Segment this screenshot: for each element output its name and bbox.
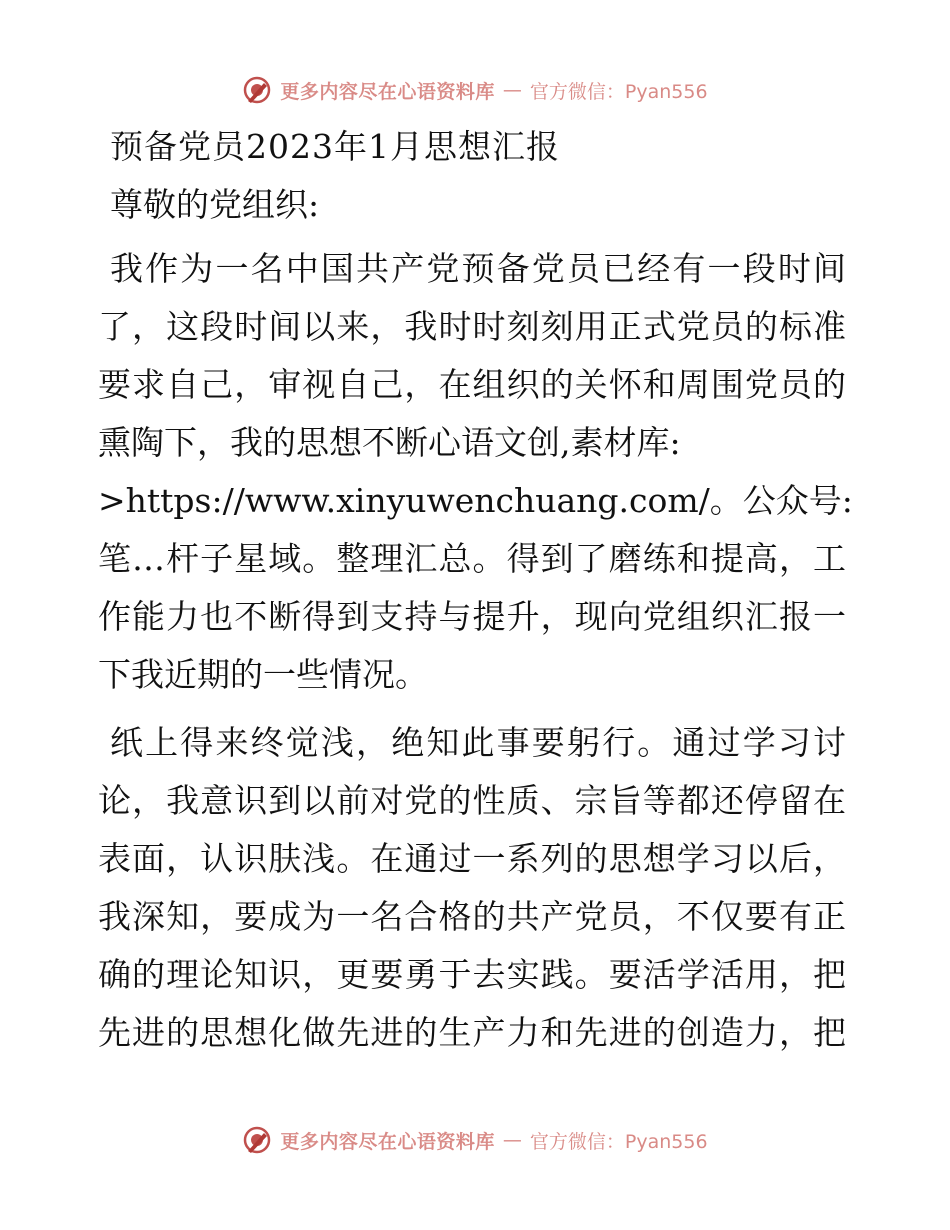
paragraph-line: 表面，认识肤浅。在通过一系列的思想学习以后， [98,839,846,878]
paragraph-line: 下我近期的一些情况。 [98,655,428,694]
paragraph-line: 确的理论知识，更要勇于去实践。要活学活用，把 [98,955,846,994]
pen-logo-icon [242,1125,272,1155]
paragraph-line: 了，这段时间以来，我时时刻刻用正式党员的标准 [98,307,846,346]
document-title: 预备党员2023年1月思想汇报 [110,127,560,166]
paragraph-line: 先进的思想化做先进的生产力和先进的创造力，把 [98,1013,846,1052]
paragraph-line: 纸上得来终觉浅，绝知此事要躬行。通过学习讨 [110,723,846,762]
banner-separator: — [502,1129,522,1151]
footer-banner [0,1120,950,1160]
banner-wechat: 官方微信：Pyan556 [529,1130,708,1153]
banner-text: 更多内容尽在心语资料库 [280,1130,495,1153]
greeting: 尊敬的党组织: [110,185,320,224]
document-body [98,122,858,1072]
paragraph-line: 我作为一名中国共产党预备党员已经有一段时间 [110,249,846,288]
pen-logo-icon [242,75,272,105]
banner-separator: — [502,79,522,101]
paragraph-line: 我深知，要成为一名合格的共产党员，不仅要有正 [98,897,846,936]
paragraph-2 [98,714,858,1062]
header-banner [0,70,950,110]
paragraph-line: 笔…杆子星域。整理汇总。得到了磨练和提高，工 [98,539,846,578]
banner-text: 更多内容尽在心语资料库 [280,80,495,103]
banner-wechat: 官方微信：Pyan556 [529,80,708,103]
paragraph-line: >https://www.xinyuwenchuang.com/。公众号: [98,481,853,520]
paragraph-line: 要求自己，审视自己，在组织的关怀和周围党员的 [98,365,846,404]
paragraph-1 [98,240,858,704]
paragraph-line: 作能力也不断得到支持与提升，现向党组织汇报一 [98,597,846,636]
paragraph-line: 论，我意识到以前对党的性质、宗旨等都还停留在 [98,781,846,820]
paragraph-line: 熏陶下，我的思想不断心语文创,素材库: [98,423,681,462]
